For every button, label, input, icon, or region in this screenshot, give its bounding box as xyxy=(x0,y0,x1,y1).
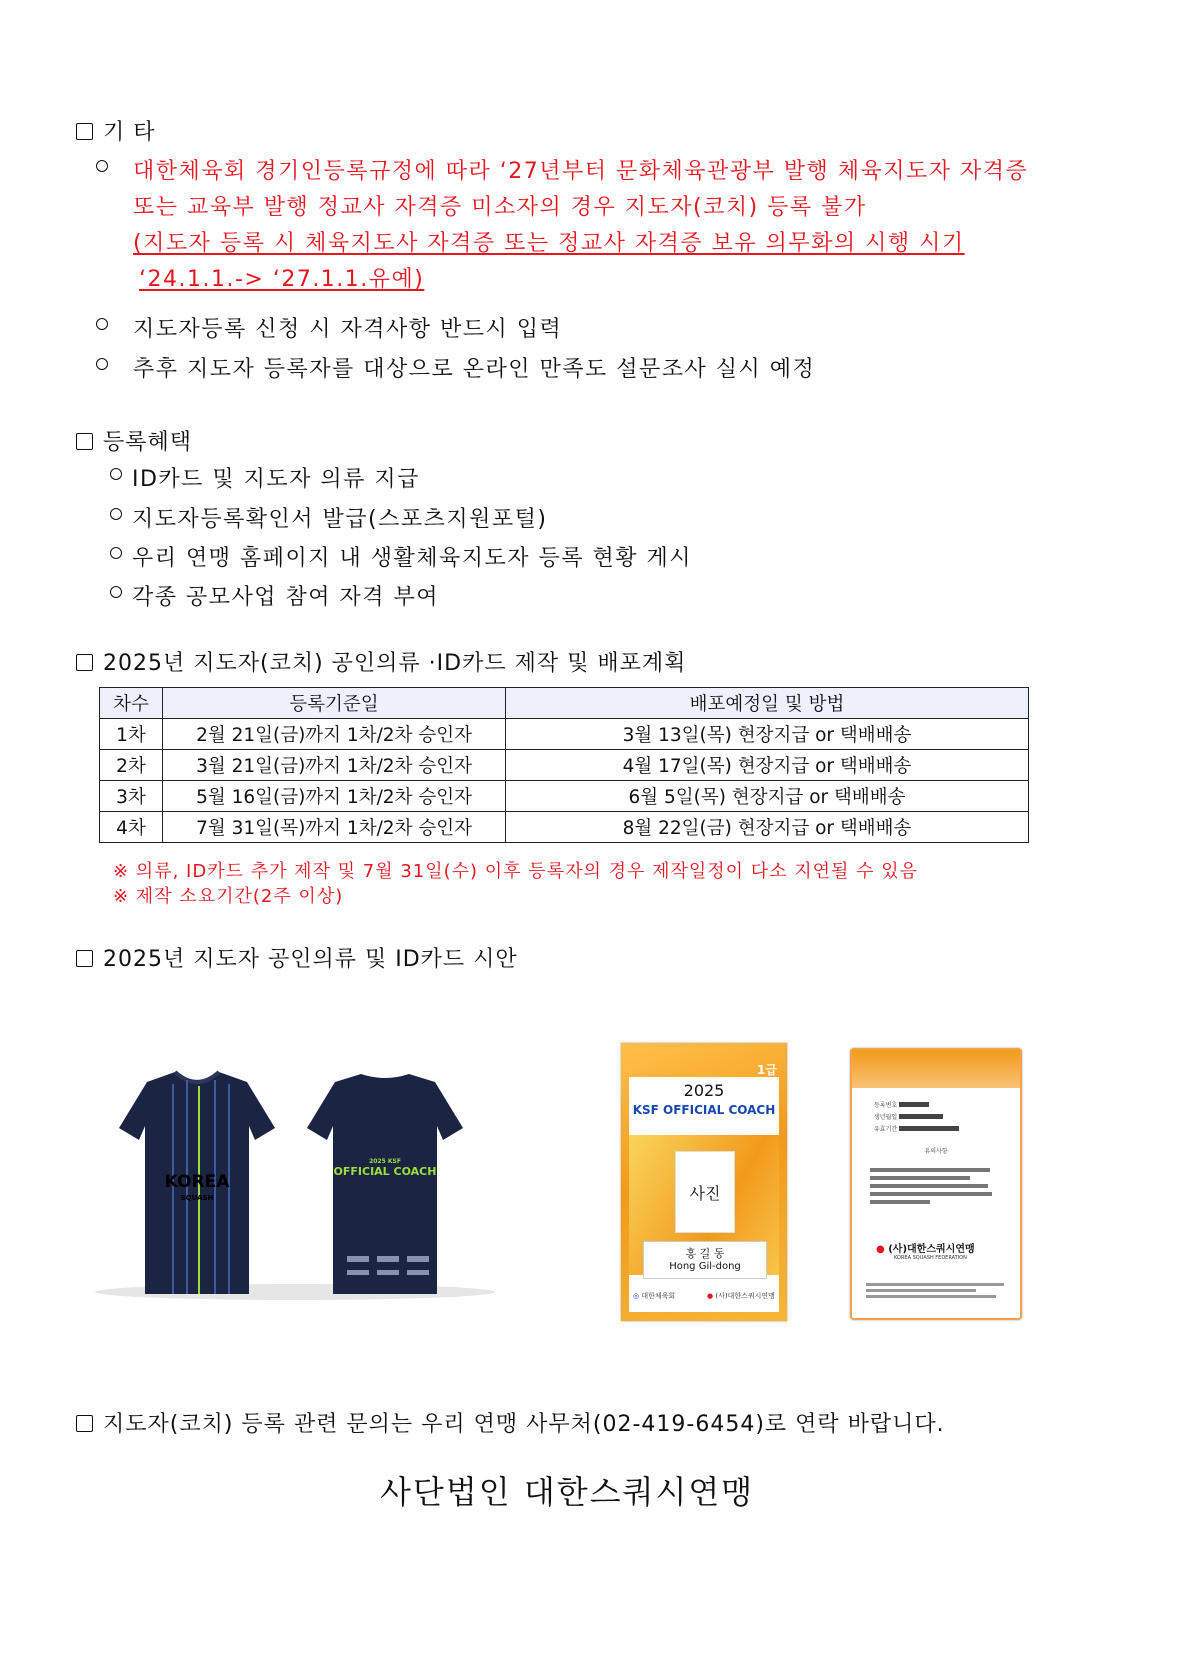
section-title-plan: 2025년 지도자(코치) 공인의류 ·ID카드 제작 및 배포계획 xyxy=(76,646,686,677)
redacted-bar xyxy=(899,1126,959,1131)
table-cell: 5월 16일(금)까지 1차/2차 승인자 xyxy=(163,781,506,812)
section-title-design: 2025년 지도자 공인의류 및 ID카드 시안 xyxy=(76,942,518,973)
card-back-field: 생년월일 xyxy=(874,1114,898,1121)
tshirt-front xyxy=(119,1072,275,1294)
card-grade: 1급 xyxy=(757,1063,777,1077)
redacted-bar xyxy=(899,1102,929,1107)
benefit-item-text: 우리 연맹 홈페이지 내 생활체육지도자 등록 현황 게시 xyxy=(132,546,692,571)
card-name-en: Hong Gil-dong xyxy=(669,1261,741,1272)
card-logo1-text: 대한체육회 xyxy=(641,1292,676,1300)
table-header: 배포예정일 및 방법 xyxy=(506,688,1029,719)
benefit-item-text: 각종 공모사업 참여 자격 부여 xyxy=(132,585,439,610)
card-logo2-text: (사)대한스쿼시연맹 xyxy=(715,1292,775,1300)
table-cell: 3월 13일(목) 현장지급 or 택배배송 xyxy=(506,719,1029,750)
footer-org-name: 사단법인 대한스쿼시연맹 xyxy=(380,1473,755,1511)
shirt-back-subtext: 2025 KSF xyxy=(369,1158,401,1165)
olympic-rings-icon: ◎ xyxy=(633,1292,640,1300)
checkbox-bullet-icon xyxy=(76,123,93,140)
card-name-kr: 홍 길 동 xyxy=(685,1247,725,1260)
card-back-header xyxy=(852,1050,1020,1088)
card-back-notice-lines xyxy=(870,1164,1000,1208)
table-header-row xyxy=(100,688,1029,719)
benefit-item xyxy=(110,586,122,605)
bullet-ring-icon xyxy=(96,358,108,377)
card-back-field: 유효기간 xyxy=(874,1126,898,1133)
table-cell: 8월 22일(금) 현장지급 or 택배배송 xyxy=(506,812,1029,843)
etc-item3: 추후 지도자 등록자를 대상으로 온라인 만족도 설문조사 실시 예정 xyxy=(133,357,816,382)
bullet-ring-icon xyxy=(110,586,122,598)
etc-item2: 지도자등록 신청 시 자격사항 반드시 입력 xyxy=(133,317,563,342)
card-panel xyxy=(629,1077,779,1312)
card-logo-kor-sport xyxy=(633,1291,675,1301)
card-logo-ksf xyxy=(707,1291,775,1301)
benefit-item xyxy=(110,547,122,566)
card-back-org xyxy=(876,1240,975,1255)
table-row xyxy=(100,750,1029,781)
table-header: 등록기준일 xyxy=(163,688,506,719)
table-cell: 3차 xyxy=(100,781,163,812)
table-cell: 4차 xyxy=(100,812,163,843)
table-row xyxy=(100,719,1029,750)
bullet-ring-icon xyxy=(110,547,122,559)
table-cell: 4월 17일(목) 현장지급 or 택배배송 xyxy=(506,750,1029,781)
etc-item1-line4: ‘24.1.1.-> ‘27.1.1.유예) xyxy=(139,267,425,292)
card-title: KSF OFFICIAL COACH xyxy=(632,1103,776,1117)
benefit-item xyxy=(110,468,122,487)
bullet-ring-icon xyxy=(110,468,122,480)
table-cell: 3월 21일(금)까지 1차/2차 승인자 xyxy=(163,750,506,781)
benefit-item xyxy=(110,508,122,527)
etc-item1-line1: 대한체육회 경기인등록규정에 따라 ‘27년부터 문화체육관광부 발행 체육지도자 자격증 xyxy=(133,159,1029,184)
card-back-org-kr: (사)대한스쿼시연맹 xyxy=(888,1244,975,1255)
plan-note-1: ※ 의류, ID카드 추가 제작 및 7월 31일(수) 이후 등록자의 경우 제작일정이 다소 지연될 수 있음 xyxy=(113,861,918,882)
photo-placeholder: 사진 xyxy=(675,1151,735,1233)
schedule-table xyxy=(99,687,1029,843)
checkbox-bullet-icon xyxy=(76,433,93,450)
ksf-logo-icon: ● xyxy=(707,1292,714,1300)
table-header: 차수 xyxy=(100,688,163,719)
bullet-ring-icon xyxy=(96,318,108,337)
card-back-footer-lines xyxy=(866,1280,1006,1301)
checkbox-bullet-icon xyxy=(76,950,93,967)
section-title-benefits: 등록혜택 xyxy=(76,425,192,456)
card-name-box xyxy=(643,1241,767,1279)
card-back-org-en: KOREA SQUASH FEDERATION xyxy=(894,1255,967,1261)
table-cell: 6월 5일(목) 현장지급 or 택배배송 xyxy=(506,781,1029,812)
shirt-front-subtext: SQUASH xyxy=(180,1194,214,1202)
section-title-etc: 기 타 xyxy=(76,115,156,146)
redacted-bar xyxy=(899,1114,943,1119)
benefit-item-text: ID카드 및 지도자 의류 지급 xyxy=(132,467,420,492)
table-row xyxy=(100,781,1029,812)
id-card-front xyxy=(621,1043,787,1321)
checkbox-bullet-icon xyxy=(76,1415,93,1432)
card-back-field: 등록번호 xyxy=(874,1102,898,1109)
tshirt-mockups xyxy=(95,1070,500,1300)
plan-note-2: ※ 제작 소요기간(2주 이상) xyxy=(113,886,344,907)
card-year: 2025 xyxy=(683,1081,725,1100)
checkbox-bullet-icon xyxy=(76,654,93,671)
contact-line: 지도자(코치) 등록 관련 문의는 우리 연맹 사무처(02-419-6454)로 연락 바랍니다. xyxy=(76,1407,945,1438)
bullet-ring-icon xyxy=(110,508,122,520)
table-cell: 7월 31일(목)까지 1차/2차 승인자 xyxy=(163,812,506,843)
id-card-back xyxy=(850,1048,1022,1320)
shirt-front-text: KOREA xyxy=(164,1172,230,1192)
etc-item1-line2: 또는 교육부 발행 정교사 자격증 미소자의 경우 지도자(코치) 등록 불가 xyxy=(133,195,867,220)
card-back-fields xyxy=(874,1100,959,1136)
tshirt-back xyxy=(307,1074,463,1294)
ksf-logo-icon: ● xyxy=(876,1244,885,1255)
shirt-back-text: OFFICIAL COACH xyxy=(333,1165,437,1178)
bullet-ring-icon xyxy=(96,160,108,179)
etc-item1-line3: (지도자 등록 시 체육지도사 자격증 또는 정교사 자격증 보유 의무화의 시행 시기 xyxy=(133,231,965,256)
card-back-notice-title: 유의사항 xyxy=(924,1148,948,1155)
table-cell: 2차 xyxy=(100,750,163,781)
table-cell: 1차 xyxy=(100,719,163,750)
benefit-item-text: 지도자등록확인서 발급(스포츠지원포털) xyxy=(132,507,548,532)
table-row xyxy=(100,812,1029,843)
table-cell: 2월 21일(금)까지 1차/2차 승인자 xyxy=(163,719,506,750)
